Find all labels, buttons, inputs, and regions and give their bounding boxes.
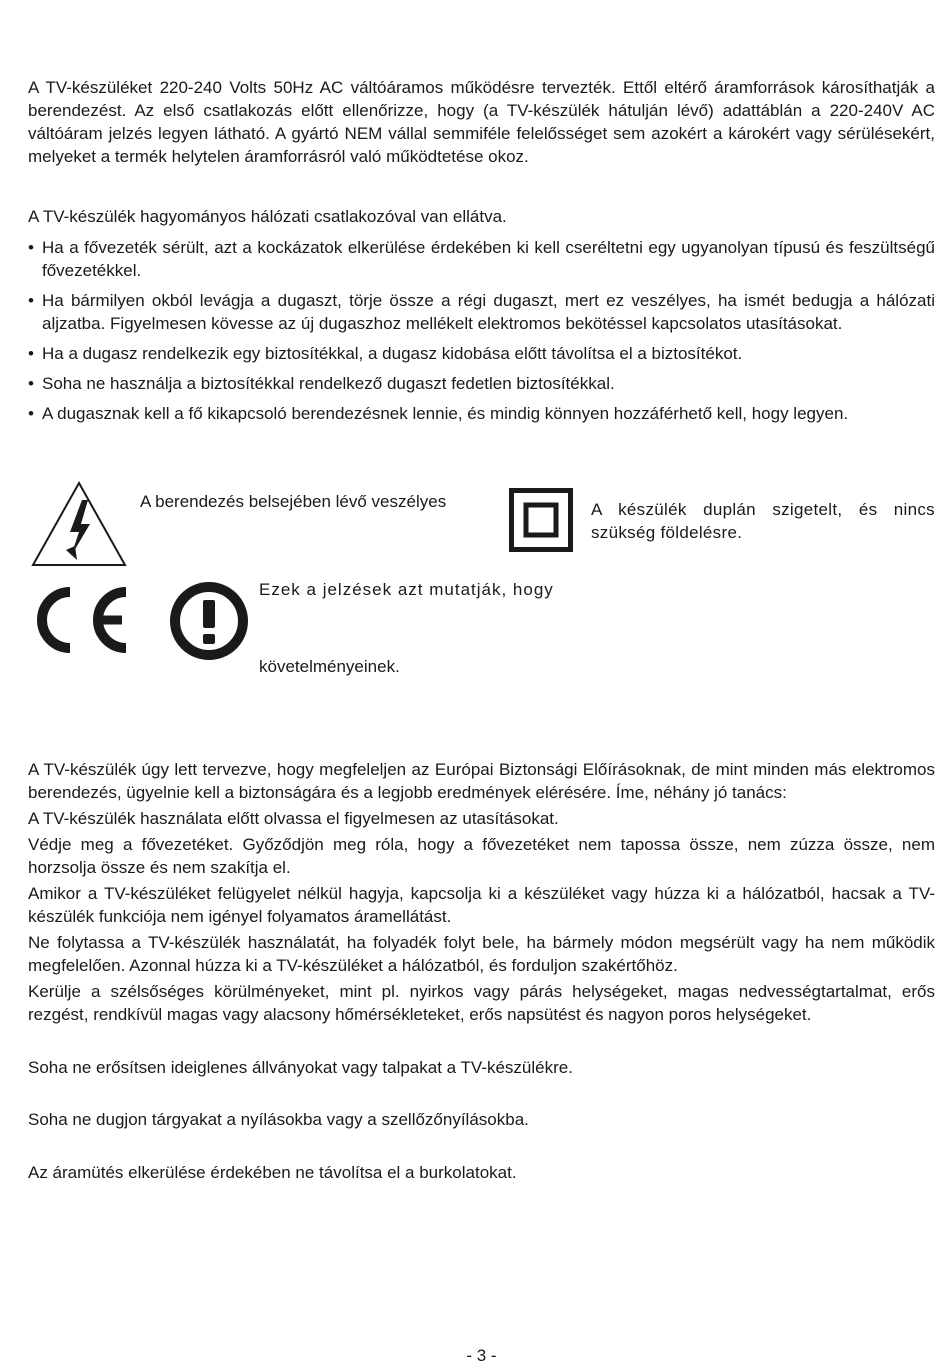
safety-paragraph: A TV-készülék használata előtt olvassa el figyelmesen az utasításokat. bbox=[28, 809, 559, 828]
safety-paragraph: Védje meg a fővezetéket. Győződjön meg róla, hogy a fővezetéket nem tapossa össze, nem zúzza össze, nem horzsolja össze és nem szakítja el. bbox=[28, 835, 935, 877]
safety-section bbox=[28, 758, 935, 1026]
safety-paragraph: Ne folytassa a TV-készülék használatát, ha folyadék folyt bele, ha bármely módon megsérült vagy ha nem működik megfelelően. Azonnal húzza ki a TV-készüléket a hálózatból, és forduljon szakértőhöz. bbox=[28, 933, 935, 975]
hazard-text: A berendezés belsejében lévő veszélyes bbox=[140, 492, 447, 511]
double-insulation-icon bbox=[509, 488, 573, 552]
manual-page bbox=[28, 0, 935, 1365]
double-insulation-text: A készülék duplán szigetelt, és nincs szükség földelésre. bbox=[591, 500, 935, 542]
safety-paragraph: Amikor a TV-készüléket felügyelet nélkül hagyja, kapcsolja ki a készüléket vagy húzza ki a hálózatból, hacsak a TV-készülék funkciója nem igényel folyamatos áramellátást. bbox=[28, 884, 935, 926]
warning-exclamation-icon bbox=[169, 581, 249, 661]
plug-section bbox=[28, 205, 935, 432]
power-section bbox=[28, 76, 935, 168]
final-note: Soha ne dugjon tárgyakat a nyílásokba vagy a szellőzőnyílásokba. bbox=[28, 1110, 529, 1129]
page-number: - 3 - bbox=[466, 1346, 497, 1365]
list-item: • Ha bármilyen okból levágja a dugaszt, törje össze a régi dugaszt, mert ez veszélyes, ha ismét bedugja a hálózati aljzatba. Figyelmesen kövesse az új dugaszhoz mellékelt elektromos bekötéssel kapcsolatos utasításokat. bbox=[28, 289, 935, 335]
list-item: • Ha a fővezeték sérült, azt a kockázatok elkerülése érdekében ki kell cseréltetni egy ugyanolyan típusú és feszültségű fővezetékkel. bbox=[28, 236, 935, 282]
list-item: • Soha ne használja a biztosítékkal rendelkező dugaszt fedetlen biztosítékkal. bbox=[28, 372, 935, 395]
list-item: • A dugasznak kell a fő kikapcsoló berendezésnek lennie, és mindig könnyen hozzáférhető kell, hogy legyen. bbox=[28, 402, 935, 425]
plug-intro: A TV-készülék hagyományos hálózati csatlakozóval van ellátva. bbox=[28, 207, 507, 226]
ce-text-line1: Ezek a jelzések azt mutatják, hogy bbox=[259, 580, 554, 599]
ce-mark-icon bbox=[28, 583, 130, 657]
safety-paragraph: A TV-készülék úgy lett tervezve, hogy megfeleljen az Európai Biztonsági Előírásoknak, de mint minden más elektromos berendezés, ügyelnie kell a biztonságára és a legjobb eredmények elérésére. Íme, néhány jó tanács: bbox=[28, 760, 935, 802]
high-voltage-warning-icon bbox=[30, 480, 128, 568]
final-note: Az áramütés elkerülése érdekében ne távolítsa el a burkolatokat. bbox=[28, 1163, 517, 1182]
list-item: • Ha a dugasz rendelkezik egy biztosítékkal, a dugasz kidobása előtt távolítsa el a biztosítékot. bbox=[28, 342, 935, 365]
safety-paragraph: Kerülje a szélsőséges körülményeket, mint pl. nyirkos vagy párás helységeket, magas nedvességtartalmat, erős rezgést, rendkívül magas vagy alacsony hőmérsékleteket, erős napsütést és nagyon poros helységeket. bbox=[28, 982, 935, 1024]
power-paragraph: A TV-készüléket 220-240 Volts 50Hz AC váltóáramos működésre tervezték. Ettől eltérő áramforrások károsíthatják a berendezést. Az első csatlakozás előtt ellenőrizze, hogy (a TV-készülék hátulján lévő) adattáblán a 220-240V AC váltóáram jelzés legyen látható. A gyártó NEM vállal semmiféle felelősséget sem azokért a károkért vagy sérülésekért, melyeket a termék helytelen áramforrásról való működtetése okoz. bbox=[28, 78, 935, 166]
plug-bullet-list bbox=[28, 236, 935, 425]
final-note: Soha ne erősítsen ideiglenes állványokat vagy talpakat a TV-készülékre. bbox=[28, 1058, 573, 1077]
ce-text-line2: követelményeinek. bbox=[259, 657, 400, 676]
